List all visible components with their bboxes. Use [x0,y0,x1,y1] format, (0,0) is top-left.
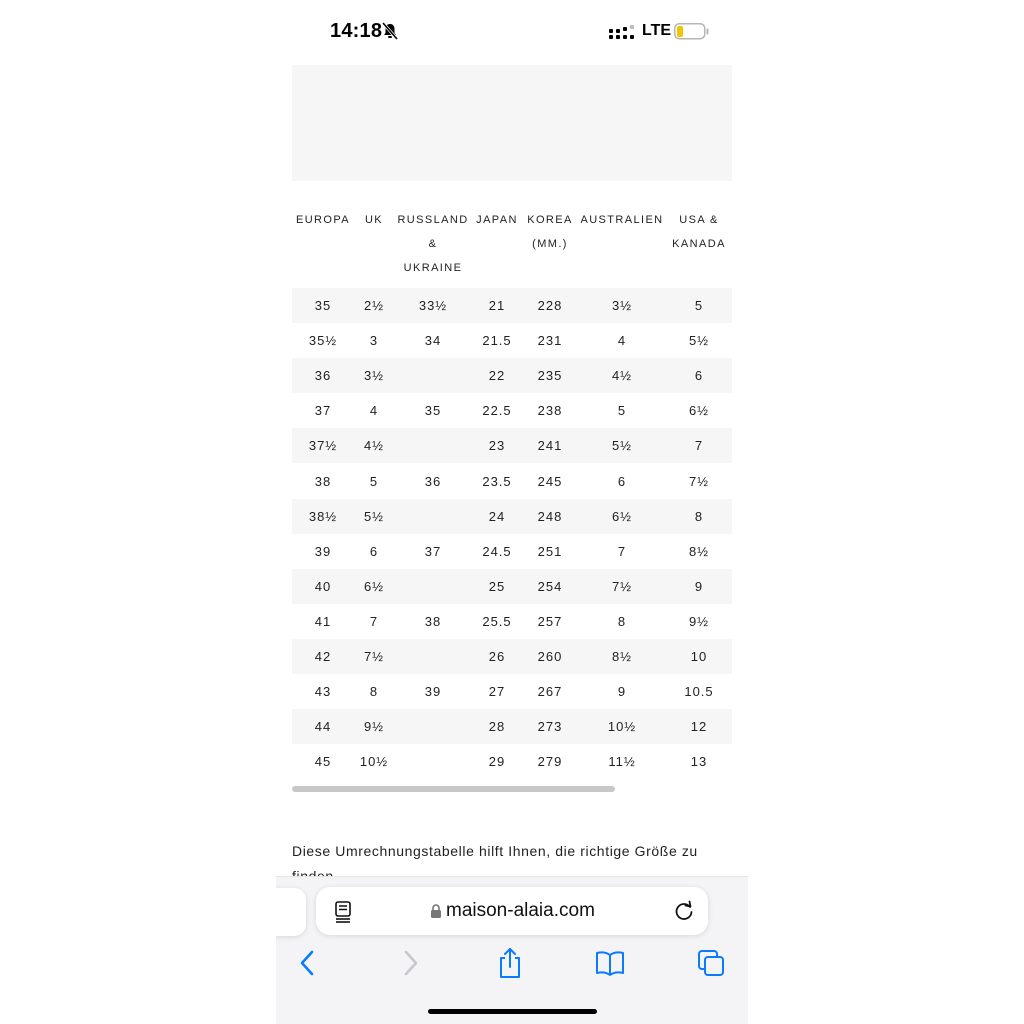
header-europa: EUROPA [295,214,351,226]
table-body [292,288,732,779]
cell-japan: 23.5 [482,473,512,489]
cell-uk: 9½ [354,709,394,744]
cell-usa: 8 [666,499,732,534]
cell-europa: 36 [292,358,354,393]
cell-russland: 35 [424,403,442,419]
cell-usa: 9½ [688,613,710,629]
cell-russland [394,499,472,534]
cell-usa: 5 [666,288,732,323]
table-row [292,358,732,393]
back-icon[interactable] [298,949,318,977]
cell-usa: 5½ [688,333,710,349]
table-row [292,674,732,709]
cell-australien: 5 [617,403,627,419]
header-australien: AUSTRALIEN [580,214,664,226]
cell-russland: 39 [424,684,442,700]
header-usa-kanada: USA & KANADA [672,214,726,250]
page-menu-icon[interactable] [334,901,354,923]
cell-australien: 8½ [578,639,666,674]
cell-russland: 34 [424,333,442,349]
cell-korea: 273 [522,709,578,744]
cell-australien: 9 [617,684,627,700]
signal-icon [609,25,635,39]
cell-uk: 7½ [354,639,394,674]
cell-japan: 28 [472,709,522,744]
cell-australien: 10½ [578,709,666,744]
cell-europa: 42 [292,639,354,674]
cell-russland: 36 [424,473,442,489]
header-russland-ukraine: RUSSLAND & UKRAINE [397,214,469,274]
cell-russland: 38 [424,613,442,629]
table-row [292,499,732,534]
cell-europa: 45 [314,754,332,770]
cell-uk: 8 [369,684,379,700]
browser-nav-row [276,949,748,981]
cell-korea: 248 [522,499,578,534]
cell-europa: 37½ [292,428,354,463]
battery-icon [674,23,710,40]
cell-europa: 38 [314,473,332,489]
bell-slash-icon [381,22,399,40]
cell-uk: 3½ [354,358,394,393]
cell-russland: 37 [424,543,442,559]
cell-usa: 8½ [688,543,710,559]
cell-russland [394,744,472,779]
cell-usa: 9 [666,569,732,604]
browser-toolbar [276,876,748,1024]
cell-australien: 8 [617,613,627,629]
cell-uk: 6½ [354,569,394,604]
phone-screen [276,0,748,1024]
cell-europa: 39 [314,543,332,559]
cell-uk: 5½ [354,499,394,534]
status-time: 14:18 [330,20,383,42]
cell-russland [394,639,472,674]
cell-uk: 5 [369,473,379,489]
header-uk: UK [364,214,384,226]
cell-usa: 13 [690,754,708,770]
cell-europa: 40 [292,569,354,604]
cell-australien: 7½ [578,569,666,604]
table-row [292,463,732,498]
table-row [292,428,732,463]
cell-europa: 43 [314,684,332,700]
cell-uk: 7 [369,613,379,629]
table-row [292,323,732,358]
table-row [292,569,732,604]
cell-korea: 235 [522,358,578,393]
cell-japan: 24 [472,499,522,534]
cell-japan: 25.5 [482,613,512,629]
cell-europa: 44 [292,709,354,744]
cell-japan: 21 [472,288,522,323]
cell-korea: 245 [537,473,563,489]
cell-usa: 6 [666,358,732,393]
cell-australien: 5½ [578,428,666,463]
cell-japan: 26 [472,639,522,674]
cell-australien: 6 [617,473,627,489]
cell-korea: 228 [522,288,578,323]
cell-japan: 25 [472,569,522,604]
cell-korea: 238 [537,403,563,419]
forward-icon[interactable] [400,949,420,977]
cell-usa: 6½ [688,403,710,419]
cell-korea: 260 [522,639,578,674]
cell-japan: 21.5 [482,333,512,349]
address-bar[interactable] [316,887,708,935]
cell-russland: 33½ [394,288,472,323]
header-japan: JAPAN [476,214,518,226]
cell-japan: 22 [472,358,522,393]
cell-korea: 254 [522,569,578,604]
previous-tab-peek[interactable] [276,888,306,936]
horizontal-scrollbar[interactable] [292,786,615,792]
tabs-icon[interactable] [697,949,725,977]
cell-korea: 267 [537,684,563,700]
cell-japan: 23 [472,428,522,463]
reload-icon[interactable] [673,900,695,922]
bookmarks-icon[interactable] [595,949,625,977]
cell-korea: 251 [537,543,563,559]
cell-usa: 12 [666,709,732,744]
cell-australien: 11½ [608,754,636,770]
cell-korea: 241 [522,428,578,463]
cell-australien: 6½ [578,499,666,534]
caption-text: Diese Umrechnungstabelle hilft Ihnen, die richtige Größe zu [292,843,698,859]
cell-australien: 4½ [578,358,666,393]
image-placeholder [292,65,732,181]
table-row [292,639,732,674]
cell-japan: 22.5 [482,403,512,419]
table-row [292,709,732,744]
cell-uk: 6 [369,543,379,559]
cell-uk: 4½ [354,428,394,463]
cell-europa: 35½ [308,333,338,349]
cell-korea: 257 [537,613,563,629]
cell-europa: 35 [292,288,354,323]
cell-usa: 7½ [688,473,710,489]
table-header-row [292,208,732,288]
table-row [292,534,732,569]
cell-russland [394,428,472,463]
cell-usa: 10 [666,639,732,674]
cell-europa: 37 [314,403,332,419]
network-label: LTE [642,22,672,39]
size-conversion-table [292,208,732,779]
table-row [292,604,732,639]
cell-korea: 231 [537,333,563,349]
lock-icon [430,904,442,919]
cell-australien: 3½ [578,288,666,323]
cell-japan: 24.5 [482,543,512,559]
cell-europa: 38½ [292,499,354,534]
share-icon[interactable] [497,947,523,979]
cell-russland [394,358,472,393]
cell-uk: 4 [369,403,379,419]
cell-usa: 10.5 [684,684,714,700]
cell-australien: 4 [617,333,627,349]
table-row [292,393,732,428]
cell-uk: 3 [369,333,379,349]
cell-usa: 7 [666,428,732,463]
cell-korea: 279 [537,754,563,770]
header-korea: KOREA (MM.) [527,214,573,250]
cell-australien: 7 [617,543,627,559]
cell-japan: 29 [488,754,506,770]
table-row [292,288,732,323]
cell-uk: 2½ [354,288,394,323]
cell-russland [394,569,472,604]
home-indicator[interactable] [428,1009,597,1014]
table-row [292,744,732,779]
cell-uk: 10½ [359,754,389,770]
cell-europa: 41 [314,613,332,629]
cell-japan: 27 [488,684,506,700]
cell-russland [394,709,472,744]
url-text[interactable]: maison-alaia.com [446,900,595,921]
